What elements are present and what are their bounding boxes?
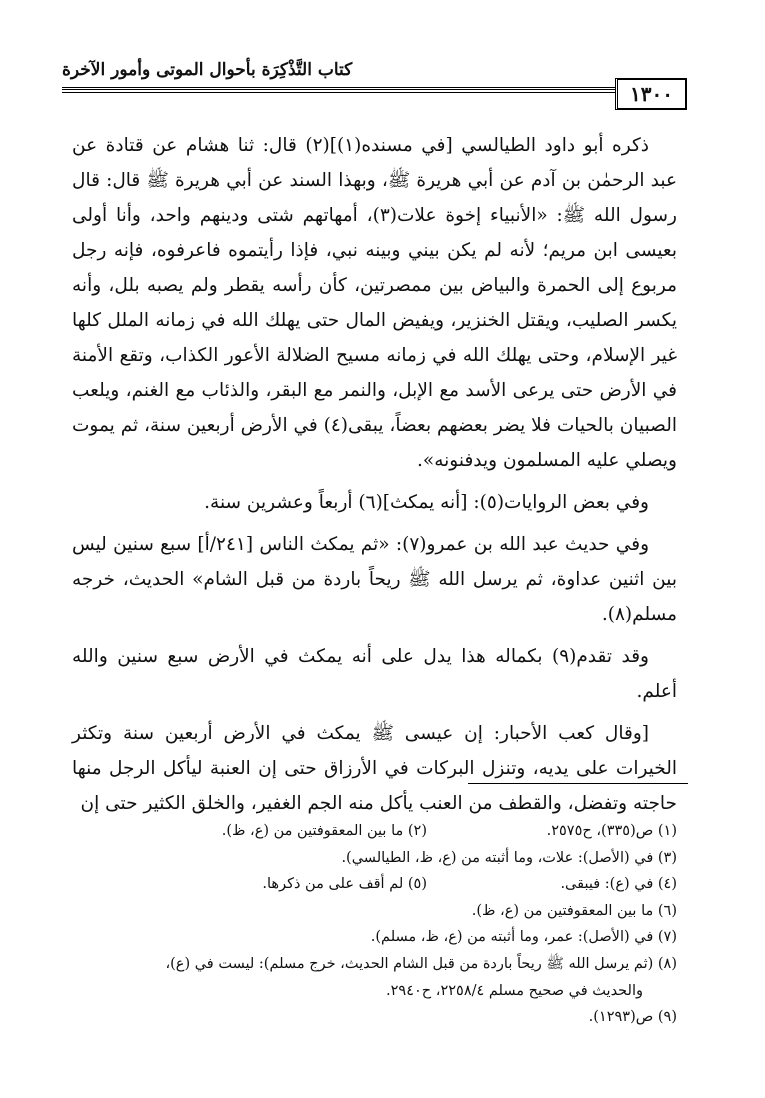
- footnote-row: [72, 924, 677, 951]
- footnote-row: [72, 818, 677, 845]
- page-header: [62, 50, 687, 112]
- footnote-row: [72, 951, 677, 978]
- footnote-separator: [468, 783, 688, 784]
- footnote: (٩) ص(١٢٩٣).: [588, 1009, 677, 1026]
- footnote: (٨) (ثم يرسل الله ﷺ ريحاً باردة من قبل الشام الحديث، خرج مسلم): ليست في (ع)،: [165, 955, 677, 972]
- page-number: ١٣٠٠: [615, 78, 687, 110]
- paragraph: [وقال كعب الأحبار: إن عيسى ﷺ يمكث في الأرض أربعين سنة وتكثر الخيرات على يديه، وتنزل البركات في الأرزاق حتى إن العنبة ليأكل الرجل منها حاجته وتفضل، والقطف من العنب يأكل منه الجم الغفير، والخلق الكثير حتى إن: [72, 723, 677, 814]
- header-rule: [62, 87, 687, 90]
- header-rule-thin: [62, 92, 687, 93]
- footnote-row: [72, 1004, 677, 1031]
- footnote: (٦) ما بين المعقوفتين من (ع، ظ).: [471, 902, 677, 919]
- paragraph: ذكره أبو داود الطيالسي [في مسنده(١)](٢) قال: ثنا هشام عن قتادة عن عبد الرحمٰن بن آدم عن أبي هريرة ﷺ، وبهذا السند عن أبي هريرة ﷺ قال: قال رسول الله ﷺ: «الأنبياء إخوة علات(٣)، أمهاتهم شتى ودينهم واحد، وأنا أولى بعيسى ابن مريم؛ لأنه لم يكن بيني وبينه نبي، فإذا رأيتموه فاعرفوه، فإنه رجل مربوع إلى الحمرة والبياض بين ممصرتين، كأن رأسه يقطر ولم يصبه بلل، وأنه يكسر الصليب، ويقتل الخنزير، ويفيض المال حتى يهلك الله في زمانه الملل كلها غير الإسلام، وحتى يهلك الله في زمانه مسيح الضلالة الأعور الكذاب، وتقع الأمنة في الأرض حتى يرعى الأسد مع الإبل، والنمر مع البقر، والذئاب مع الغنم، ويلعب الصبيان بالحيات فلا يضر بعضهم بعضاً، يبقى(٤) في الأرض أربعين سنة، ثم يموت ويصلي عليه المسلمون ويدفنونه».: [72, 135, 677, 471]
- main-text: [72, 128, 677, 828]
- footnote: (١) ص(٣٣٥)، ح٢٥٧٥.: [546, 823, 677, 839]
- paragraph: وقد تقدم(٩) بكماله هذا يدل على أنه يمكث في الأرض سبع سنين والله أعلم.: [72, 646, 677, 702]
- footnote: (٣) في (الأصل): علات، وما أثبته من (ع، ظ، الطيالسي).: [341, 849, 677, 866]
- paragraph: وفي حديث عبد الله بن عمرو(٧): «ثم يمكث الناس [٢٤١/أ] سبع سنين ليس بين اثنين عداوة، ثم يرسل الله ﷺ ريحاً باردة من قبل الشام» الحديث، خرجه مسلم(٨).: [72, 534, 677, 625]
- footnote: (٤) في (ع): فيبقى.: [560, 876, 677, 893]
- footnotes: [72, 818, 677, 1031]
- book-title: كتاب التَّذْكِرَة بأحوال الموتى وأمور الآخرة: [62, 60, 353, 80]
- footnote-row: [72, 978, 677, 1005]
- footnote: (٧) في (الأصل): عمر، وما أثبته من (ع، ظ، مسلم).: [370, 929, 677, 946]
- footnote-continuation: والحديث في صحيح مسلم ٢٢٥٨/٤، ح٢٩٤٠.: [386, 982, 643, 999]
- footnote-row: [72, 845, 677, 872]
- footnote-row: [72, 871, 677, 898]
- paragraph: وفي بعض الروايات(٥): [أنه يمكث](٦) أربعاً وعشرين سنة.: [204, 492, 649, 513]
- footnote: (٢) ما بين المعقوفتين من (ع، ظ).: [221, 823, 427, 839]
- footnote-row: [72, 898, 677, 925]
- footnote: (٥) لم أقف على من ذكرها.: [262, 876, 427, 893]
